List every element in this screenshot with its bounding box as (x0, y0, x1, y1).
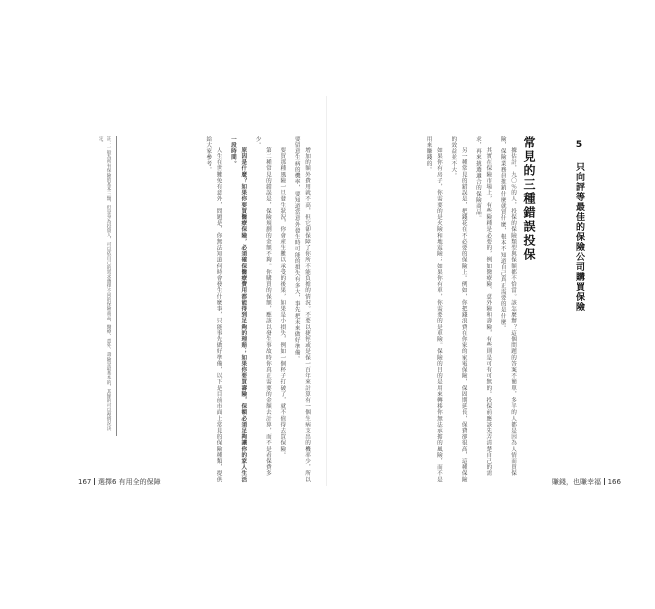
right-running-title: 賺錢，也賺幸福 (552, 478, 601, 486)
left-page-number: 167 (78, 478, 92, 486)
left-paragraph: 增加的額外費用就不高，但它卻保障了你所不能負擔的情況。不要以捷徑或是保一百年來計算有一個生病支出的機率少，所以要留意生病的機率，要知道當意外發生時可能的損失有多大，事先把未來做好準備。 (293, 136, 310, 483)
left-page (64, 96, 318, 488)
left-paragraph-emphasis: 原因是什麼？如果你要買醫療保險，必須確保醫療費用都能得到足夠的理賠；如果你要買壽險，保額必須足夠讓你的家人生活一段時間。 (229, 136, 247, 483)
right-paragraph: 據估計，九〇％的人，投保的保險類型與保額都不恰當。該怎麼辦？這個問題的答案不簡單，多半的人都是因為人情而買保險，保險業務員推銷什麼就買什麼，根本不知道自己真正需要的是什麼。 (499, 136, 516, 477)
left-paragraph: 要買那種風險一旦發生狀況，你會產生難以承受的後果，如果是小損失，例如一個杯子打破了，就不值得去買保險。 (279, 147, 286, 459)
right-page-footer (552, 477, 621, 487)
right-paragraph: 另一種常見的錯誤是，把錢花在不必要的保險上。例如，你把錢浪費在你家的家電保險，保固期延長，保費卻很高，這種保險的效益並不大。 (450, 136, 467, 483)
section-title: 常見的三種錯誤投保 (522, 136, 536, 262)
footnote-divider (116, 136, 117, 436)
right-page-number: 166 (607, 478, 621, 486)
right-paragraph: 其實在保險市場上，有些險種是必要的，例如醫療險、意外險和壽險，有些則是可有可無的。投保前應該先弄清楚自己的需求，再來挑選適合的保險商品。 (474, 136, 492, 477)
footer-separator (604, 478, 605, 485)
right-page-body (343, 136, 518, 486)
left-paragraph: 人生在世難免有意外，問題是，你無法知道何時會發生什麼事，只能事先做好準備，以下是目前市面上常見的保險種類，提供給大家參考。 (205, 136, 222, 483)
footer-separator (94, 478, 95, 485)
left-paragraph: 第二種常見的錯誤是，保險規劃的金額不夠。你購買的保額，應該以發生事故時你真正需要的金額去計算，而不是看保費多少。 (254, 136, 271, 477)
left-page-body (122, 136, 312, 486)
left-chapter-label: 選擇6 (97, 478, 117, 486)
footnote: 註：一般為所有保險的基本三類，但是身為投資人，可以依自己的需求選擇不同的保險商品，醫療、意外、壽險是最基本的，其餘的可以視情況決定。 (98, 136, 111, 431)
chapter-heading: 5 只向評等最佳的保險公司購買保險 (574, 140, 584, 312)
left-running-title: 有用全的保障 (118, 478, 161, 486)
left-page-footer (78, 477, 161, 487)
right-page (336, 96, 590, 488)
right-paragraph: 如果你有房子，你需要的是火險和地震險；如果你有車，你需要的是車險。保險的目的是用來轉移你無法承擔的風險，而不是用來賺錢的。 (425, 136, 442, 483)
page-gutter (326, 96, 327, 486)
